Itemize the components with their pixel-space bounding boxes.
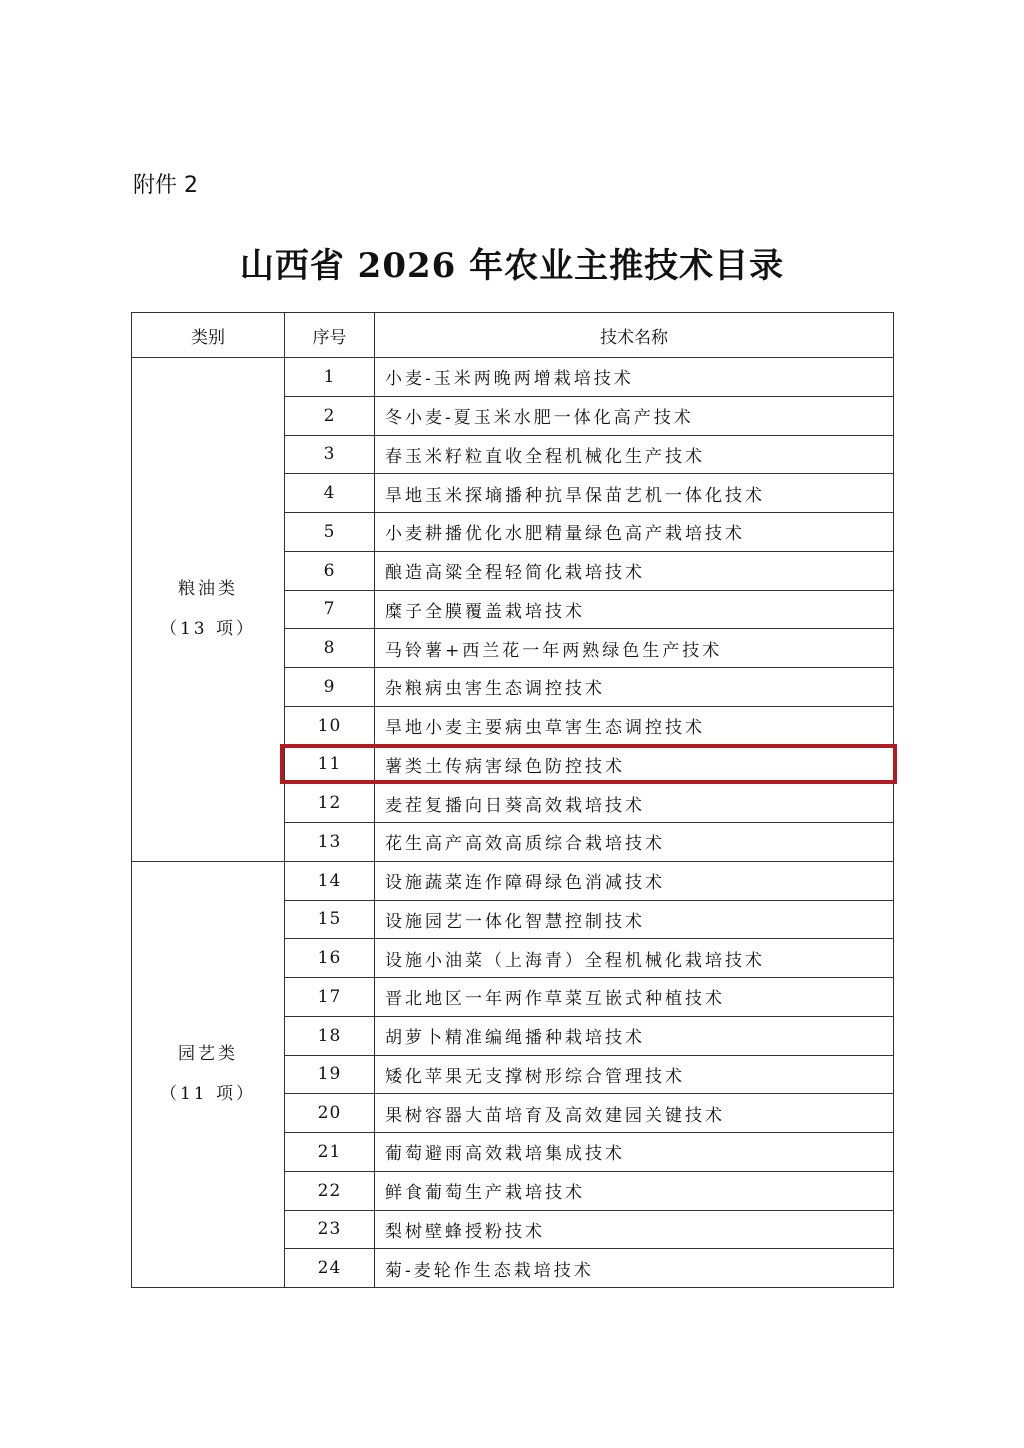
technology-name: 冬小麦-夏玉米水肥一体化高产技术 (375, 396, 894, 435)
technology-catalog-table (131, 312, 894, 1288)
row-number: 16 (285, 939, 375, 978)
category-count: （13 项） (159, 619, 257, 640)
technology-name: 薯类土传病害绿色防控技术 (375, 745, 894, 784)
row-number: 6 (285, 551, 375, 590)
row-number: 1 (285, 358, 375, 397)
row-number: 18 (285, 1016, 375, 1055)
header-name: 技术名称 (375, 313, 894, 358)
technology-name: 菊-麦轮作生态栽培技术 (375, 1249, 894, 1288)
row-number: 17 (285, 978, 375, 1017)
row-number: 20 (285, 1094, 375, 1133)
row-number: 22 (285, 1171, 375, 1210)
technology-name: 果树容器大苗培育及高效建园关键技术 (375, 1094, 894, 1133)
technology-name: 麦茬复播向日葵高效栽培技术 (375, 784, 894, 823)
technology-name: 春玉米籽粒直收全程机械化生产技术 (375, 435, 894, 474)
row-number: 8 (285, 629, 375, 668)
technology-name: 小麦耕播优化水肥精量绿色高产栽培技术 (375, 513, 894, 552)
header-row (132, 313, 894, 358)
technology-name: 设施园艺一体化智慧控制技术 (375, 900, 894, 939)
technology-name: 葡萄避雨高效栽培集成技术 (375, 1133, 894, 1172)
row-number: 2 (285, 396, 375, 435)
row-number: 7 (285, 590, 375, 629)
table-body (132, 358, 894, 1288)
technology-name: 酿造高粱全程轻简化栽培技术 (375, 551, 894, 590)
category-count: （11 项） (159, 1084, 257, 1105)
row-number: 24 (285, 1249, 375, 1288)
technology-name: 旱地玉米探墒播种抗旱保苗艺机一体化技术 (375, 474, 894, 513)
technology-name: 糜子全膜覆盖栽培技术 (375, 590, 894, 629)
row-number: 9 (285, 668, 375, 707)
document-title: 山西省 2026 年农业主推技术目录 (239, 246, 785, 286)
row-number: 19 (285, 1055, 375, 1094)
table-row (132, 861, 894, 900)
technology-name: 马铃薯+西兰花一年两熟绿色生产技术 (375, 629, 894, 668)
technology-name: 杂粮病虫害生态调控技术 (375, 668, 894, 707)
row-number: 21 (285, 1133, 375, 1172)
technology-name: 矮化苹果无支撑树形综合管理技术 (375, 1055, 894, 1094)
row-number: 4 (285, 474, 375, 513)
category-cell (132, 861, 285, 1287)
technology-name: 鲜食葡萄生产栽培技术 (375, 1171, 894, 1210)
row-number: 15 (285, 900, 375, 939)
technology-name: 胡萝卜精准编绳播种栽培技术 (375, 1016, 894, 1055)
row-number: 3 (285, 435, 375, 474)
row-number: 12 (285, 784, 375, 823)
row-number: 11 (285, 745, 375, 784)
row-number: 14 (285, 861, 375, 900)
row-number: 5 (285, 513, 375, 552)
header-number: 序号 (285, 313, 375, 358)
table-header (132, 313, 894, 358)
table-row (132, 358, 894, 397)
category-label: 园艺类 (178, 1044, 238, 1065)
row-number: 10 (285, 706, 375, 745)
row-number: 23 (285, 1210, 375, 1249)
technology-name: 旱地小麦主要病虫草害生态调控技术 (375, 706, 894, 745)
technology-name: 小麦-玉米两晚两增栽培技术 (375, 358, 894, 397)
attachment-label: 附件 2 (133, 173, 198, 198)
technology-name: 设施蔬菜连作障碍绿色消减技术 (375, 861, 894, 900)
technology-name: 设施小油菜（上海青）全程机械化栽培技术 (375, 939, 894, 978)
technology-name: 梨树壁蜂授粉技术 (375, 1210, 894, 1249)
technology-name: 晋北地区一年两作草菜互嵌式种植技术 (375, 978, 894, 1017)
row-number: 13 (285, 823, 375, 862)
header-category: 类别 (132, 313, 285, 358)
category-label: 粮油类 (178, 579, 238, 600)
category-cell (132, 358, 285, 862)
technology-name: 花生高产高效高质综合栽培技术 (375, 823, 894, 862)
